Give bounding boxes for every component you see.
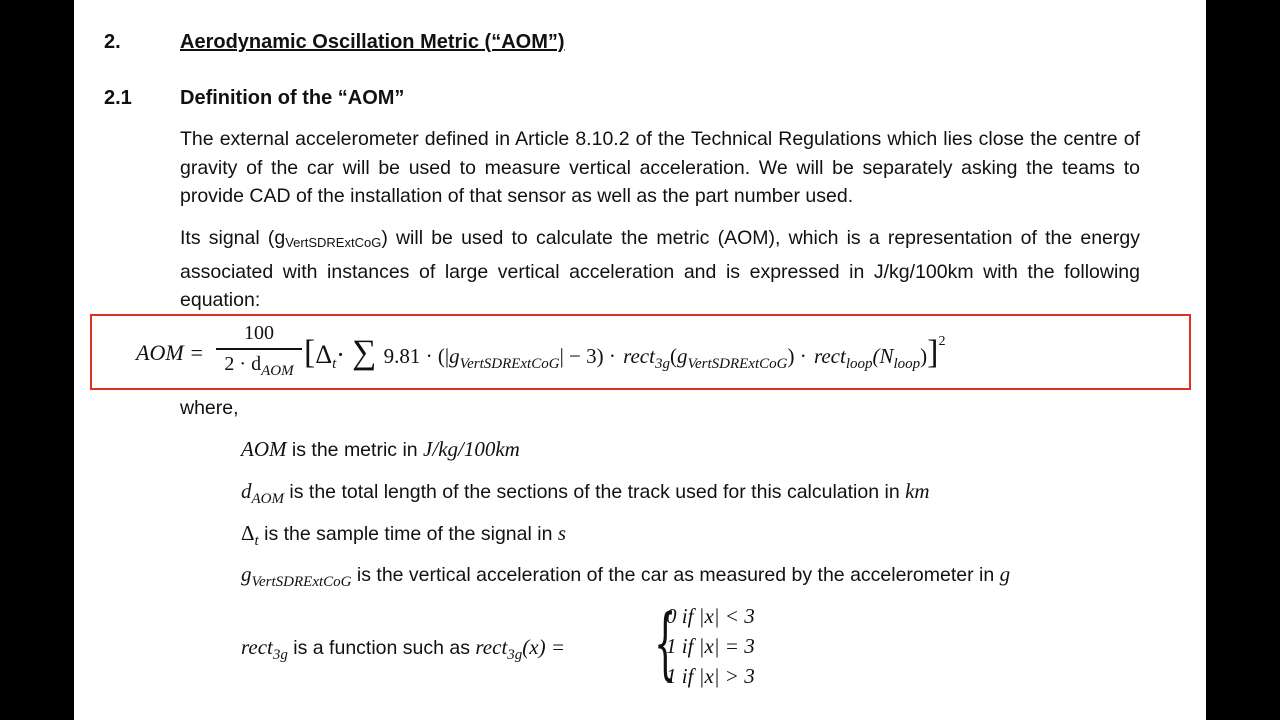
close-bracket: ] (927, 334, 939, 371)
equation-box (90, 314, 1191, 390)
paragraph-signal (180, 224, 1140, 315)
equation-lhs: AOM = (136, 340, 204, 365)
section-title: Aerodynamic Oscillation Metric (“AOM”) (180, 31, 565, 53)
subsection-title: Definition of the “AOM” (180, 87, 405, 109)
case-line-1: 0 if |x| < 3 (666, 604, 755, 628)
signal-symbol: g (274, 227, 286, 249)
fraction-numerator: 100 (244, 322, 274, 344)
case-line-3: 1 if |x| > 3 (666, 664, 755, 688)
definition-d-aom: $d_{AOM}$ is the total length of the sections of the track used for this calculation in km (241, 479, 930, 507)
document-page (74, 0, 1206, 720)
definition-rect3g: rect$_{3g}$ is a function such as rect$_{3g}$(x) = (241, 635, 566, 663)
equation-body: [Δt· ∑ 9.81 · (|gVertSDRExtCoG| − 3) · rect3g(gVertSDRExtCoG) · rectloop(Nloop)]$^2$ (304, 334, 946, 372)
section-number: 2. (104, 31, 121, 53)
open-bracket: [ (304, 334, 316, 371)
where-label: where, (180, 397, 239, 419)
piecewise-cases (654, 599, 784, 692)
paragraph-signal-after: ) will be used to calculate the metric (AOM), which is a representation of the energy associated with instances of large vertical acceleration and is expressed in J/kg/100km with the following equation: (180, 227, 1140, 311)
fraction-bar (216, 348, 302, 350)
subsection-number: 2.1 (104, 87, 132, 109)
signal-subscript: VertSDRExtCoG (285, 235, 382, 250)
exponent: 2 (938, 334, 946, 349)
paragraph-signal-before: Its signal ( (180, 227, 275, 249)
curly-brace: { (654, 599, 677, 689)
equation-fraction (216, 322, 302, 380)
definition-delta-t: $\Delta_t$ is the sample time of the signal in s (241, 521, 567, 549)
case-line-2: 1 if |x| = 3 (666, 634, 755, 658)
definition-g-vert: $g_{VertSDRExtCoG}$ is the vertical acceleration of the car as measured by the accelerometer in g (241, 562, 1011, 590)
fraction-denominator: $2 \cdot d_{AOM}$ (224, 352, 294, 379)
definition-aom: AOM is the metric in J/kg/100km (241, 437, 520, 461)
paragraph-accelerometer: The external accelerometer defined in Article 8.10.2 of the Technical Regulations which lies close the centre of gravity of the car will be used to measure vertical acceleration. We will be separately asking the teams to provide CAD of the installation of that sensor as well as the part number used. (180, 128, 1140, 207)
sum-symbol: ∑ (352, 334, 377, 371)
